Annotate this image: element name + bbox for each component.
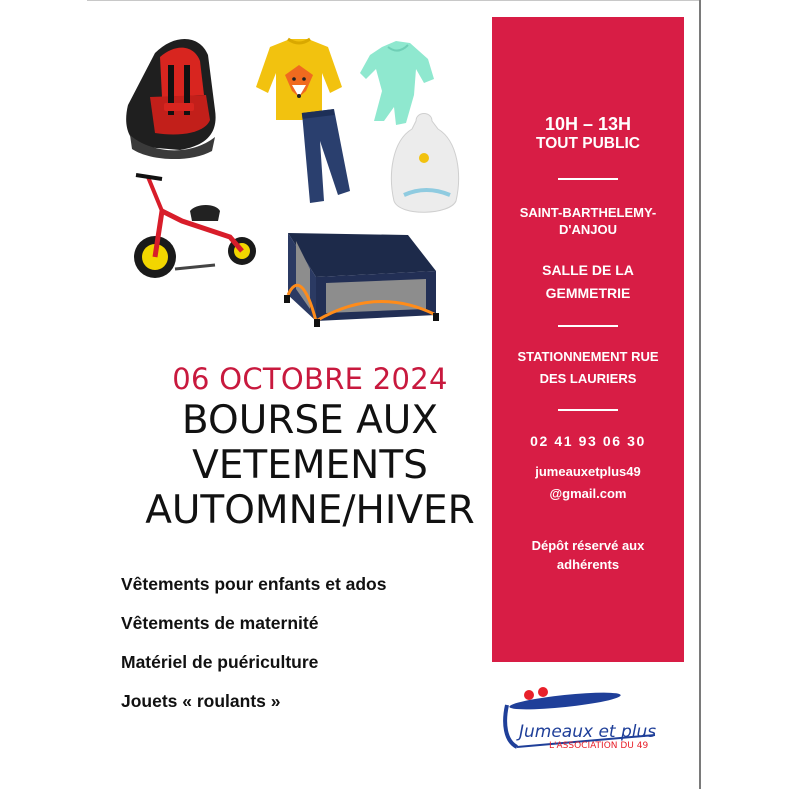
list-item: Jouets « roulants » [121,691,281,711]
association-logo [495,683,685,773]
list-item: Matériel de puériculture [121,652,319,672]
title-line-2: VETEMENTS [192,443,428,488]
city-line-1: SAINT-BARTHELEMY- [519,205,657,220]
logo-tagline: L'ASSOCIATION DU 49 [549,741,649,751]
city-line-2: D'ANJOU [559,222,617,237]
list-item: Vêtements de maternité [121,613,319,633]
divider [558,178,618,180]
logo-name: Jumeaux et plus [519,722,657,742]
event-date: 06 OCTOBRE 2024 [172,362,448,396]
phone-number: 02 41 93 06 30 [530,433,646,449]
jeans-icon [302,109,350,203]
note-line-1: Dépôt réservé aux [531,538,645,553]
tricycle-icon [134,175,256,278]
title-line-1: BOURSE AUX [181,398,439,443]
info-panel [492,17,684,662]
product-illustrations [120,25,470,345]
travel-cot-icon [284,233,439,327]
email-line-1: jumeauxetplus49 [535,464,641,479]
divider [558,409,618,411]
venue-line-2: GEMMETRIE [545,285,631,301]
parking-line-2: DES LAURIERS [539,371,637,386]
divider [558,325,618,327]
venue-line-1: SALLE DE LA [542,262,634,278]
parking-line-1: STATIONNEMENT RUE [517,349,659,364]
list-item: Vêtements pour enfants et ados [121,574,387,594]
note-line-2: adhérents [556,557,620,572]
audience: TOUT PUBLIC [536,135,640,152]
title-line-3: AUTOMNE/HIVER [145,488,475,533]
car-seat-icon [126,39,215,159]
fox-sweater-icon [256,39,342,120]
event-title [90,398,530,533]
page-edge-right [699,0,701,789]
sleeping-bag-icon [391,114,458,213]
email-line-2: @gmail.com [549,486,627,501]
item-list [121,570,501,726]
baby-onesie-icon [360,41,434,125]
opening-hours: 10H – 13H [544,114,632,134]
page-edge-top [87,0,699,1]
